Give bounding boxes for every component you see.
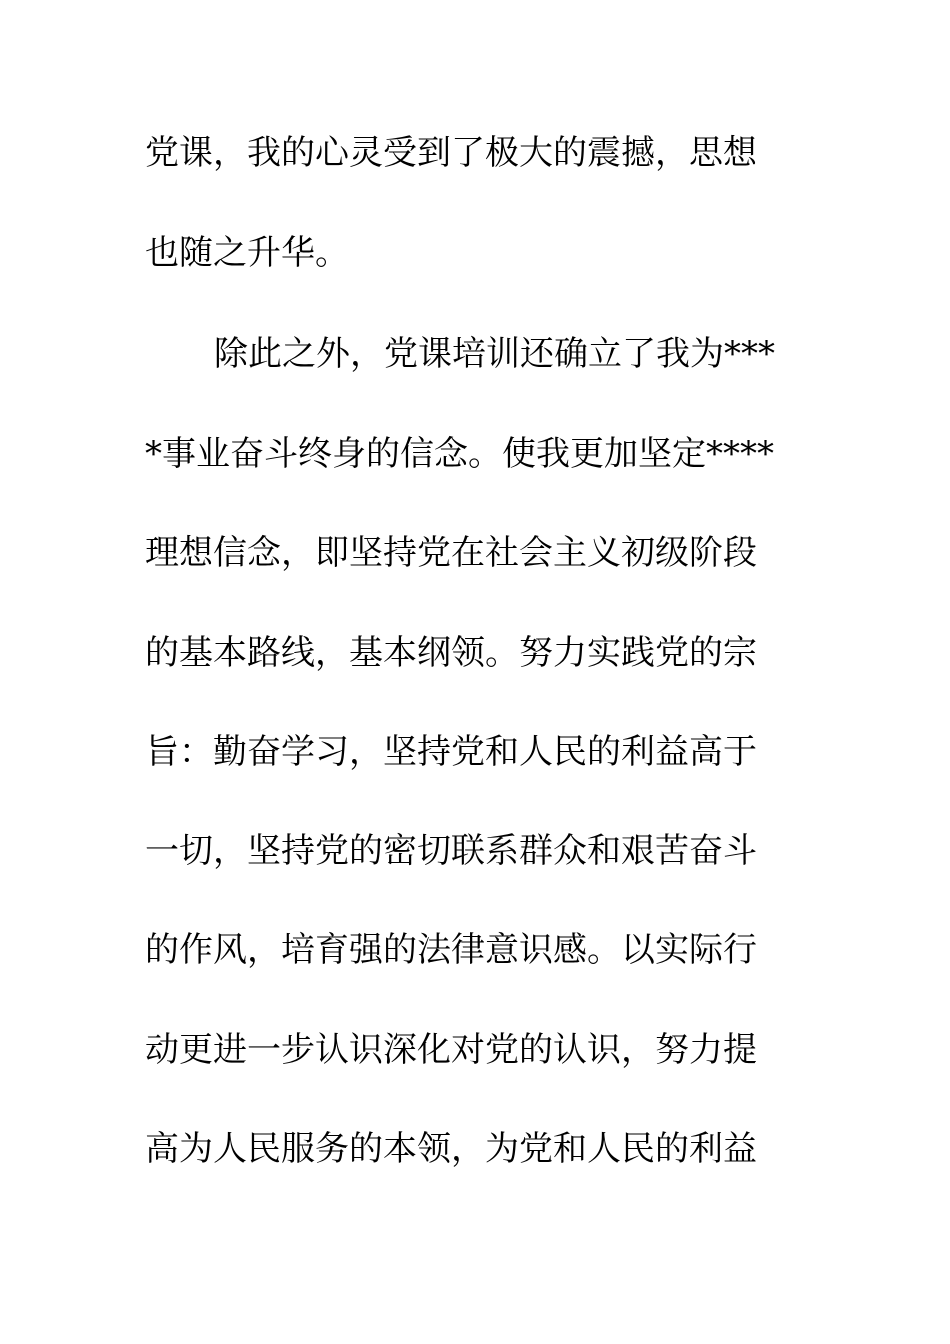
text-line: 高为人民服务的本领，为党和人民的利益 bbox=[145, 1129, 757, 1169]
text-line: *事业奋斗终身的信念。使我更加坚定**** bbox=[145, 434, 774, 474]
text-line: 党课，我的心灵受到了极大的震撼，思想 bbox=[145, 133, 757, 173]
paragraph-start-line: 除此之外，党课培训还确立了我为*** bbox=[214, 334, 775, 374]
text-line: 旨：勤奋学习，坚持党和人民的利益高于 bbox=[145, 732, 757, 772]
text-line: 一切，坚持党的密切联系群众和艰苦奋斗 bbox=[145, 831, 757, 871]
text-line: 也随之升华。 bbox=[145, 233, 349, 273]
text-line: 理想信念，即坚持党在社会主义初级阶段 bbox=[145, 533, 757, 573]
text-line: 的基本路线，基本纲领。努力实践党的宗 bbox=[145, 633, 757, 673]
text-line: 动更进一步认识深化对党的认识，努力提 bbox=[145, 1030, 757, 1070]
text-line: 的作风，培育强的法律意识感。以实际行 bbox=[145, 930, 757, 970]
